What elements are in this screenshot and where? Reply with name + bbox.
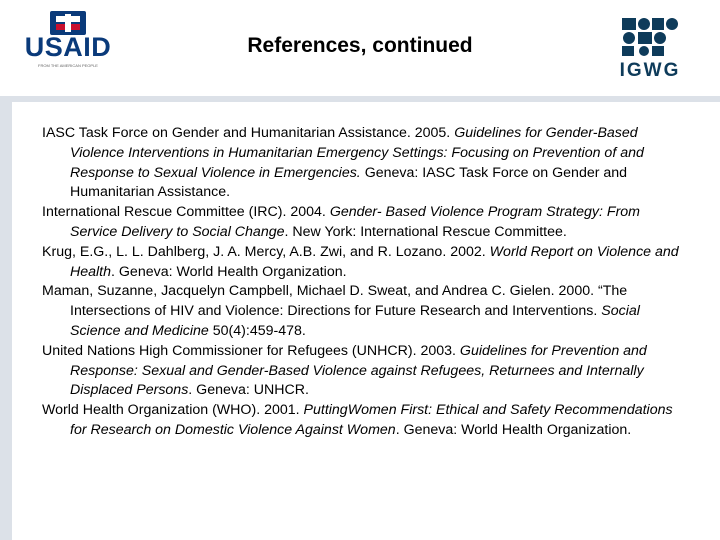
- usaid-logo: [14, 10, 122, 66]
- reference-text: IASC Task Force on Gender and Humanitarian Assistance. 2005.: [42, 125, 455, 141]
- reference-title: Gender- Based Violence Program Strategy: From Service Delivery to Social Change: [70, 204, 640, 240]
- reference-entry: [42, 342, 690, 401]
- igwg-wordmark: IGWG: [619, 60, 681, 81]
- usaid-wordmark: USAID: [24, 32, 112, 62]
- igwg-puzzle-icon: [620, 16, 680, 58]
- reference-text: . Geneva: World Health Organization.: [111, 263, 347, 280]
- reference-text: Krug, E.G., L. L. Dahlberg, J. A. Mercy, A.B. Zwi, and R. Lozano. 2002.: [42, 243, 490, 260]
- header-divider: [0, 96, 720, 102]
- reference-text: International Rescue Committee (IRC). 2004.: [42, 204, 330, 221]
- reference-text: . Geneva: UNHCR.: [188, 382, 309, 399]
- reference-text: World Health Organization (WHO). 2001.: [42, 402, 304, 419]
- reference-entry: [42, 124, 690, 203]
- reference-entry: [42, 203, 690, 243]
- reference-text: . New York: International Rescue Committee.: [284, 223, 567, 240]
- left-accent-bar: [0, 102, 12, 540]
- page-title: References, continued: [247, 34, 473, 57]
- reference-title: PuttingWomen First: Ethical and Safety Recommendations for Research on Domestic Violence Against Women: [70, 402, 673, 438]
- reference-text: 50(4):459-478.: [208, 322, 306, 339]
- reference-text: Maman, Suzanne, Jacquelyn Campbell, Michael D. Sweat, and Andrea C. Gielen. 2000. “The Intersections of HIV and Violence: Directions for Future Research and Interventions.: [42, 283, 628, 320]
- reference-title: Guidelines for Prevention and Response: Sexual and Gender-Based Violence against Refugees, Returnees and Internally Displaced Persons: [70, 342, 647, 399]
- reference-title: Social Science and Medicine: [70, 303, 640, 339]
- reference-entry: [42, 282, 690, 341]
- usaid-tagline: FROM THE AMERICAN PEOPLE: [38, 63, 98, 68]
- reference-text: United Nations High Commissioner for Refugees (UNHCR). 2003.: [42, 342, 460, 359]
- reference-title: World Report on Violence and Health: [70, 243, 679, 280]
- reference-text: . Geneva: World Health Organization.: [395, 421, 632, 438]
- reference-list: [42, 124, 690, 441]
- reference-title: Guidelines for Gender-Based Violence Interventions in Humanitarian Emergency Settings: Focusing on Prevention of and Response to Sexual Violence in Emergencies.: [70, 125, 644, 181]
- reference-entry: [42, 243, 690, 283]
- igwg-logo: [612, 16, 688, 86]
- reference-entry: [42, 401, 690, 441]
- reference-text: Geneva: IASC Task Force on Gender and Humanitarian Assistance.: [70, 164, 628, 201]
